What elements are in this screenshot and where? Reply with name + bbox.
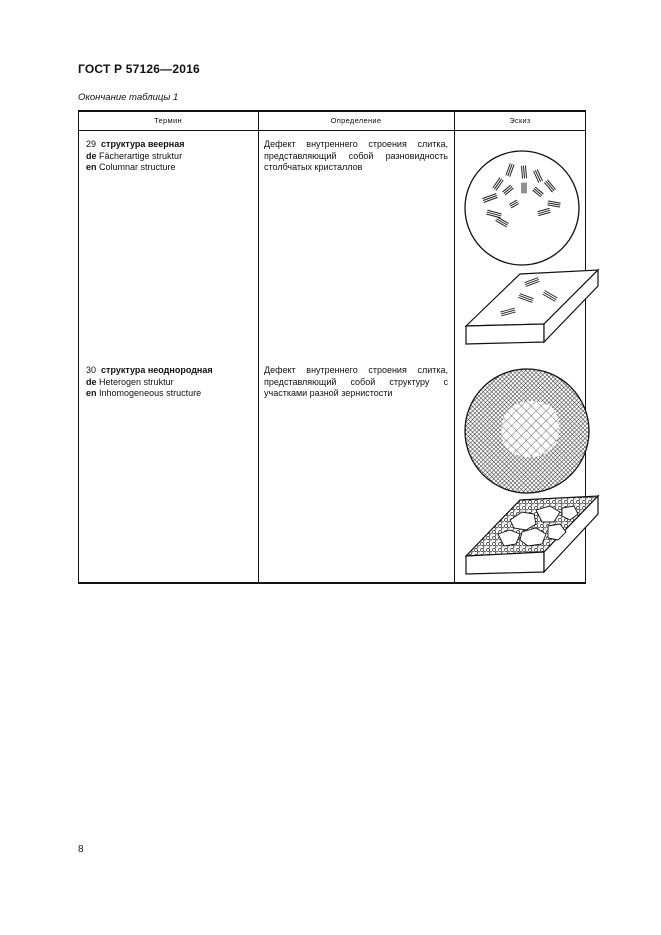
header-term: Термин bbox=[154, 116, 182, 125]
table-top-rule bbox=[78, 110, 586, 112]
document-code: ГОСТ Р 57126—2016 bbox=[78, 62, 200, 76]
term-en: Inhomogeneous structure bbox=[99, 388, 202, 398]
term-en: Columnar structure bbox=[99, 162, 176, 172]
table-column-divider bbox=[258, 110, 259, 584]
table-caption: Окончание таблицы 1 bbox=[78, 92, 179, 103]
lang-prefix-de: de bbox=[86, 376, 97, 387]
term-definition: Дефект внутреннего строения слитка, представляющий собой структуру с участками разной зернистости bbox=[264, 365, 448, 398]
page-number: 8 bbox=[78, 844, 84, 855]
header-sketch: Эскиз bbox=[509, 116, 531, 125]
terms-table bbox=[78, 110, 586, 584]
term-ru: структура неоднородная bbox=[101, 365, 213, 375]
fan-structure-circle-sketch bbox=[462, 146, 582, 275]
term-number: 30 bbox=[86, 365, 97, 375]
heterogeneous-slab-sketch bbox=[462, 494, 602, 583]
table-column-divider bbox=[454, 110, 455, 584]
heterogeneous-circle-sketch bbox=[462, 366, 592, 501]
term-definition: Дефект внутреннего строения слитка, представляющий собой разновидность столбчатых кристаллов bbox=[264, 139, 448, 172]
table-row-term bbox=[86, 139, 184, 174]
fan-structure-slab-sketch bbox=[462, 268, 602, 353]
term-number: 29 bbox=[86, 139, 97, 149]
header-definition: Определение bbox=[330, 116, 382, 125]
table-left-border bbox=[78, 110, 79, 584]
term-de: Heterogen struktur bbox=[99, 376, 174, 387]
table-row-term bbox=[86, 365, 213, 400]
table-header-rule bbox=[78, 130, 586, 131]
term-de: Fächerartige struktur bbox=[99, 150, 183, 161]
lang-prefix-de: de bbox=[86, 150, 97, 161]
lang-prefix-en: en bbox=[86, 388, 97, 398]
term-ru: структура веерная bbox=[101, 139, 185, 149]
lang-prefix-en: en bbox=[86, 162, 97, 172]
